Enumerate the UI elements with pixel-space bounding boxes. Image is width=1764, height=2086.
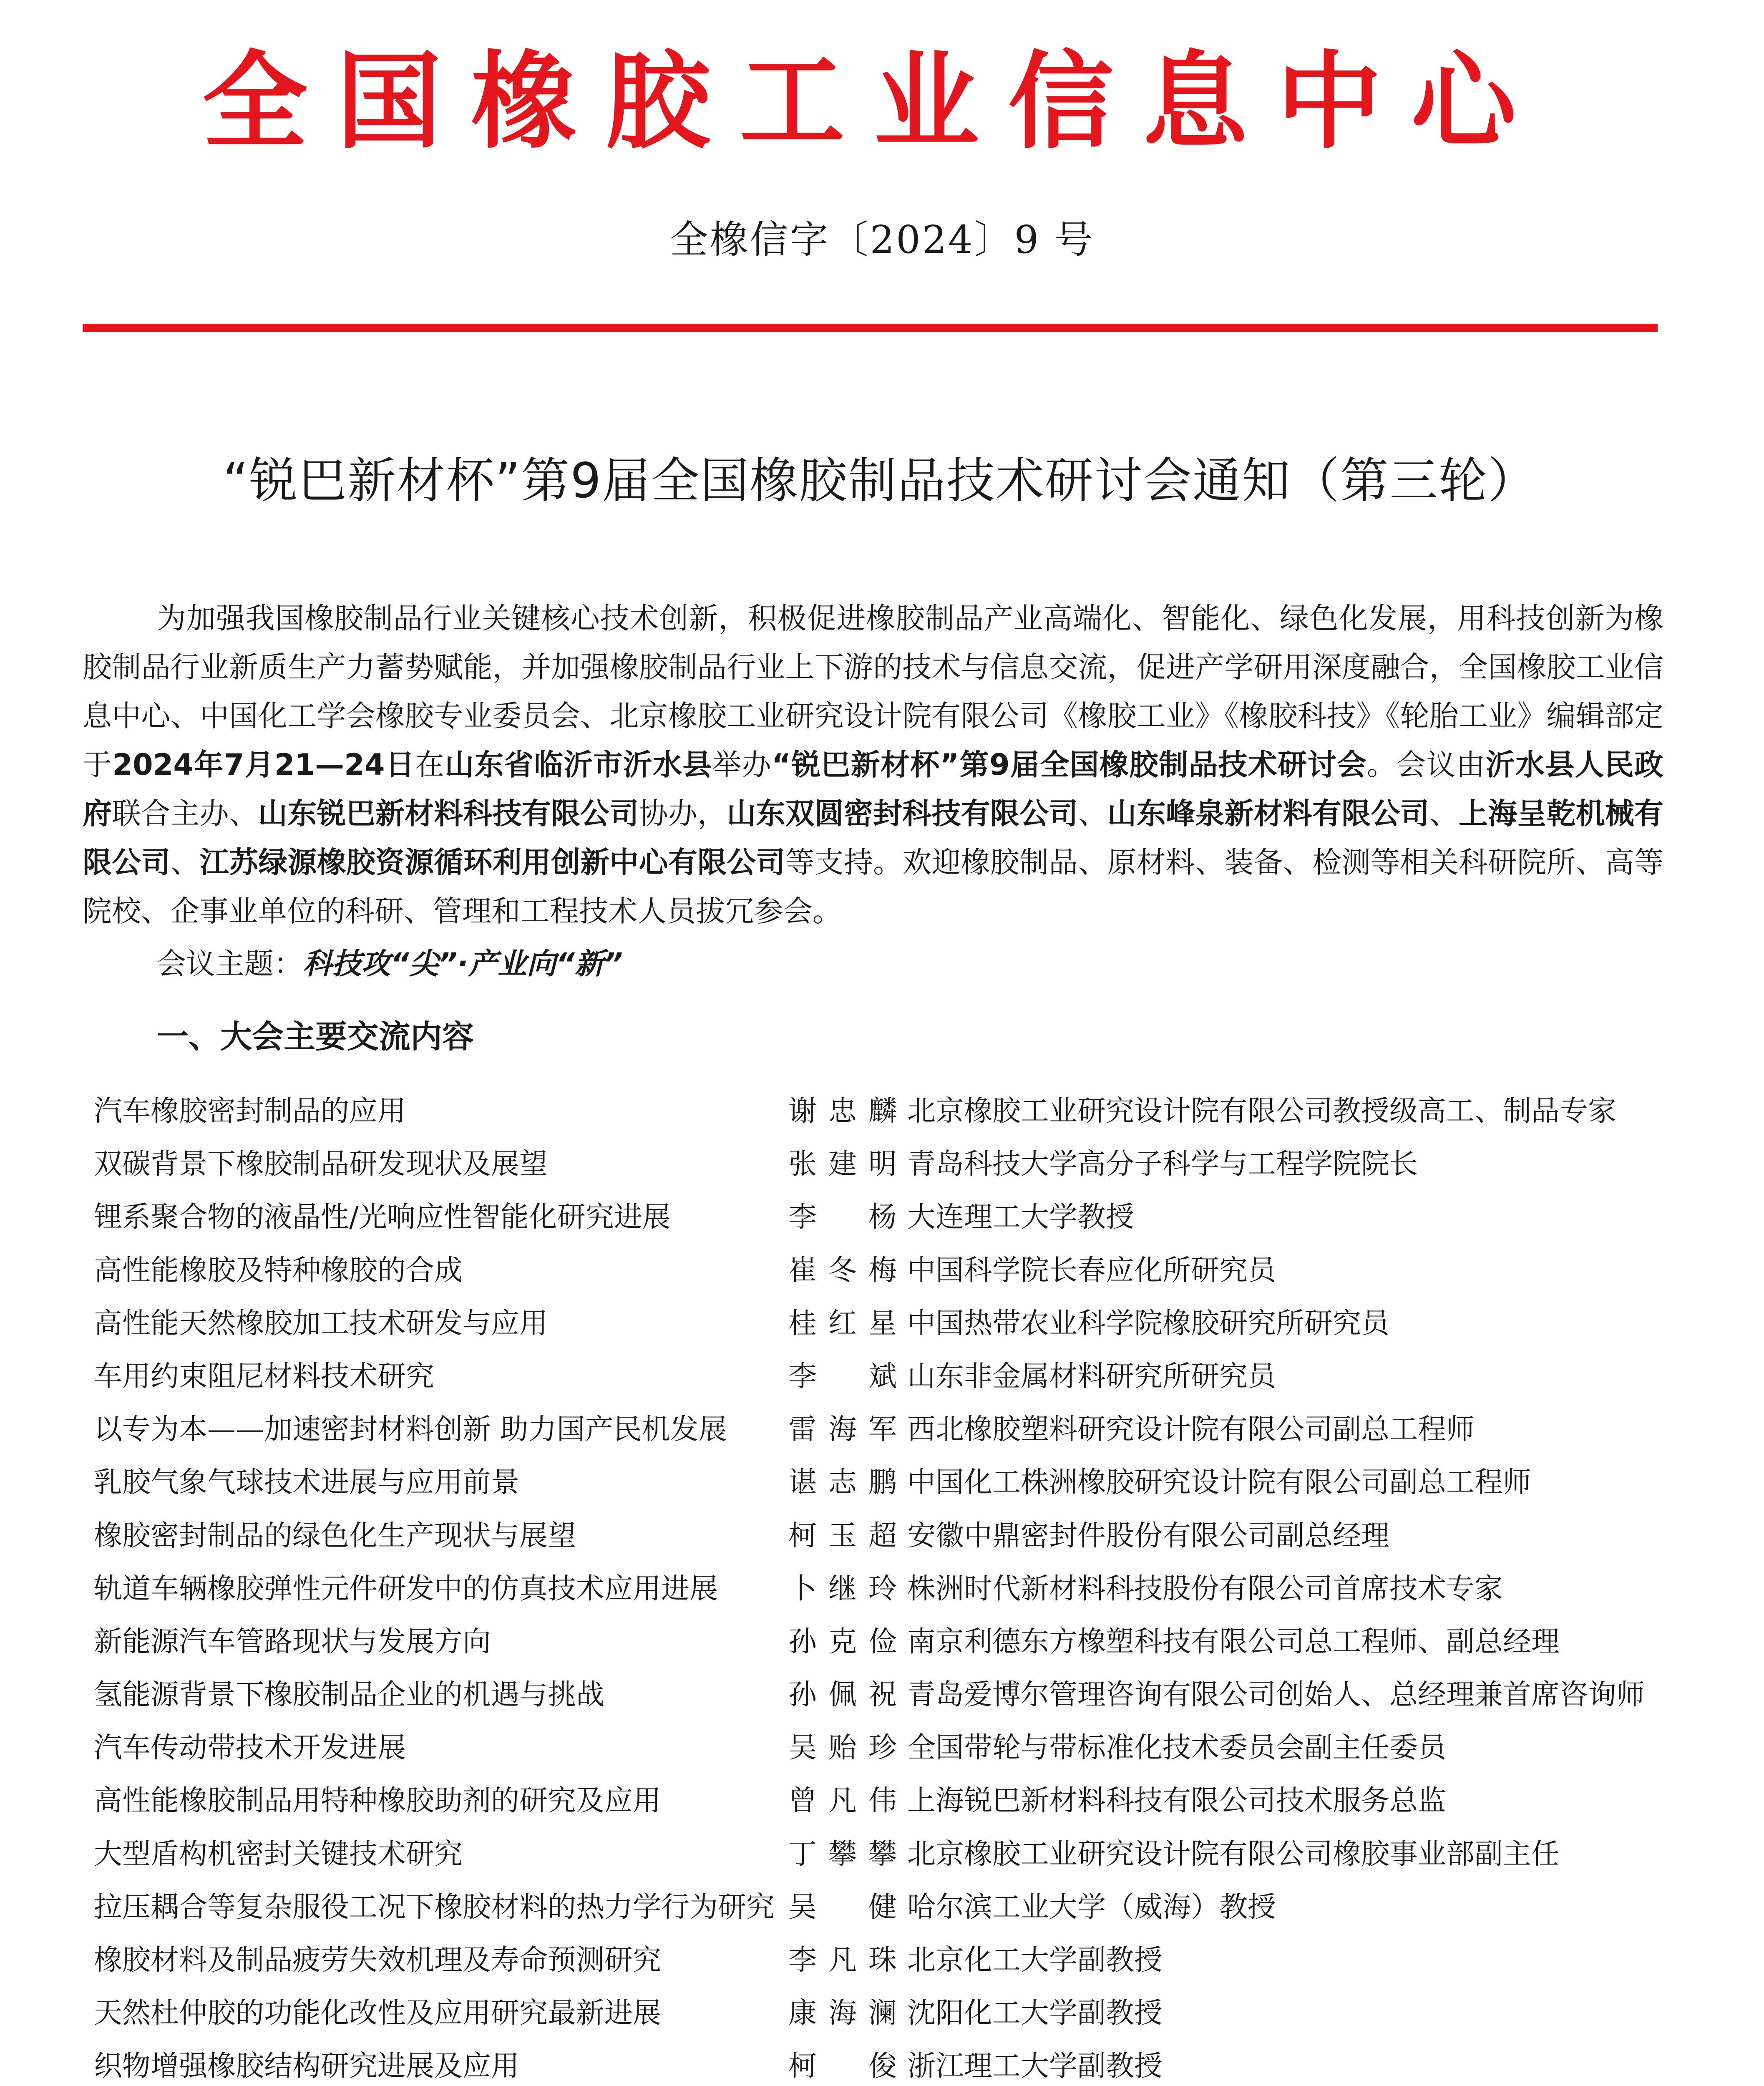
talk-speaker: 崔冬梅 bbox=[788, 1254, 897, 1287]
talk-speaker: 柯玉超 bbox=[788, 1519, 897, 1552]
talk-topic: 以专为本——加速密封材料创新 助力国产民机发展 bbox=[94, 1413, 727, 1446]
talk-topic: 双碳背景下橡胶制品研发现状及展望 bbox=[94, 1148, 548, 1181]
talk-affiliation: 北京橡胶工业研究设计院有限公司教授级高工、制品专家 bbox=[907, 1095, 1617, 1128]
table-row bbox=[94, 1987, 1679, 2040]
talk-affiliation: 北京橡胶工业研究设计院有限公司橡胶事业部副主任 bbox=[907, 1837, 1560, 1871]
talk-topic: 拉压耦合等复杂服役工况下橡胶材料的热力学行为研究 bbox=[94, 1890, 775, 1924]
talk-speaker: 吴 健 bbox=[788, 1890, 897, 1924]
table-row bbox=[94, 1350, 1679, 1403]
talk-affiliation: 安徽中鼎密封件股份有限公司副总经理 bbox=[907, 1519, 1390, 1552]
talk-topic: 氢能源背景下橡胶制品企业的机遇与挑战 bbox=[94, 1678, 605, 1712]
talk-topic: 汽车橡胶密封制品的应用 bbox=[94, 1095, 406, 1128]
table-row bbox=[94, 1934, 1679, 1987]
notice-title: “锐巴新材杯”第9届全国橡胶制品技术研讨会通知（第三轮） bbox=[223, 453, 1537, 509]
talk-affiliation: 北京化工大学副教授 bbox=[907, 1944, 1163, 1977]
talk-affiliation: 南京利德东方橡塑科技有限公司总工程师、副总经理 bbox=[907, 1625, 1560, 1658]
talk-affiliation: 中国热带农业科学院橡胶研究所研究员 bbox=[907, 1307, 1390, 1340]
org-masthead: 全国橡胶工业信息中心 bbox=[202, 41, 1545, 163]
table-row bbox=[94, 1244, 1679, 1297]
talk-affiliation: 中国化工株洲橡胶研究设计院有限公司副总工程师 bbox=[907, 1466, 1532, 1499]
talk-topic: 橡胶材料及制品疲劳失效机理及寿命预测研究 bbox=[94, 1944, 662, 1977]
talk-speaker: 谢忠麟 bbox=[788, 1095, 897, 1128]
talk-topic: 织物增强橡胶结构研究进展及应用 bbox=[94, 2050, 520, 2083]
talk-affiliation: 大连理工大学教授 bbox=[907, 1201, 1135, 1234]
table-row bbox=[94, 1721, 1679, 1774]
talk-speaker: 李 杨 bbox=[788, 1201, 897, 1234]
talk-affiliation: 山东非金属材料研究所研究员 bbox=[907, 1360, 1276, 1393]
theme-value: 科技攻“尖”·产业向“新” bbox=[303, 947, 623, 981]
talk-speaker: 谌志鹏 bbox=[788, 1466, 897, 1499]
talk-topic: 车用约束阻尼材料技术研究 bbox=[94, 1360, 435, 1393]
talk-speaker: 李凡珠 bbox=[788, 1944, 897, 1977]
talk-speaker: 曾凡伟 bbox=[788, 1784, 897, 1818]
talk-speaker: 雷海军 bbox=[788, 1413, 897, 1446]
table-row bbox=[94, 1138, 1679, 1191]
talk-speaker: 李 斌 bbox=[788, 1360, 897, 1393]
table-row bbox=[94, 2040, 1679, 2086]
talk-topic: 汽车传动带技术开发进展 bbox=[94, 1731, 406, 1765]
table-row bbox=[94, 1085, 1679, 1138]
header-divider bbox=[83, 324, 1658, 332]
talk-affiliation: 浙江理工大学副教授 bbox=[907, 2050, 1163, 2083]
talk-topic: 高性能橡胶制品用特种橡胶助剂的研究及应用 bbox=[94, 1784, 662, 1818]
intro-paragraph: 为加强我国橡胶制品行业关键核心技术创新，积极促进橡胶制品产业高端化、智能化、绿色化发展，用科技创新为橡胶制品行业新质生产力蓄势赋能，并加强橡胶制品行业上下游的技术与信息交流，促进产学研用深度融合，全国橡胶工业信息中心、中国化工学会橡胶专业委员会、北京橡胶工业研究设计院有限公司《橡胶工业》《橡胶科技》《轮胎工业》编辑部定于2024年7月21—24日在山东省临沂市沂水县举办“锐巴新材杯”第9届全国橡胶制品技术研讨会。会议由沂水县人民政府联合主办、山东锐巴新材料科技有限公司协办，山东双圆密封科技有限公司、山东峰泉新材料有限公司、上海呈乾机械有限公司、江苏绿源橡胶资源循环利用创新中心有限公司等支持。欢迎橡胶制品、原材料、装备、检测等相关科研院所、高等院校、企事业单位的科研、管理和工程技术人员拔冗参会。 bbox=[83, 601, 1664, 928]
table-row bbox=[94, 1297, 1679, 1350]
talk-speaker: 桂红星 bbox=[788, 1307, 897, 1340]
section1-heading: 一、大会主要交流内容 bbox=[157, 1018, 474, 1055]
talk-topic: 高性能天然橡胶加工技术研发与应用 bbox=[94, 1307, 548, 1340]
talk-topic: 新能源汽车管路现状与发展方向 bbox=[94, 1625, 491, 1658]
table-row bbox=[94, 1191, 1679, 1244]
talk-affiliation: 株洲时代新材料科技股份有限公司首席技术专家 bbox=[907, 1572, 1503, 1605]
table-row bbox=[94, 1456, 1679, 1509]
talk-affiliation: 哈尔滨工业大学（威海）教授 bbox=[907, 1890, 1276, 1924]
table-row bbox=[94, 1881, 1679, 1934]
table-row bbox=[94, 1403, 1679, 1456]
talk-affiliation: 西北橡胶塑料研究设计院有限公司副总工程师 bbox=[907, 1413, 1475, 1446]
talk-topic: 锂系聚合物的液晶性/光响应性智能化研究进展 bbox=[94, 1201, 671, 1234]
talk-affiliation: 中国科学院长春应化所研究员 bbox=[907, 1254, 1276, 1287]
talk-topic: 乳胶气象气球技术进展与应用前景 bbox=[94, 1466, 520, 1499]
document-number: 全橡信字〔2024〕9 号 bbox=[669, 217, 1095, 262]
talk-affiliation: 青岛科技大学高分子科学与工程学院院长 bbox=[907, 1148, 1418, 1181]
talk-topic: 天然杜仲胶的功能化改性及应用研究最新进展 bbox=[94, 1997, 662, 2030]
talk-speaker: 卜继玲 bbox=[788, 1572, 897, 1605]
table-row bbox=[94, 1615, 1679, 1668]
theme-label: 会议主题： bbox=[157, 947, 303, 981]
talk-speaker: 柯 俊 bbox=[788, 2050, 897, 2083]
table-row bbox=[94, 1562, 1679, 1615]
talk-affiliation: 上海锐巴新材料科技有限公司技术服务总监 bbox=[907, 1784, 1447, 1818]
talk-speaker: 孙克俭 bbox=[788, 1625, 897, 1658]
talk-topic: 轨道车辆橡胶弹性元件研发中的仿真技术应用进展 bbox=[94, 1572, 718, 1605]
talk-affiliation: 全国带轮与带标准化技术委员会副主任委员 bbox=[907, 1731, 1447, 1765]
table-row bbox=[94, 1668, 1679, 1721]
talk-affiliation: 沈阳化工大学副教授 bbox=[907, 1997, 1163, 2030]
talk-affiliation: 青岛爱博尔管理咨询有限公司创始人、总经理兼首席咨询师 bbox=[907, 1678, 1645, 1712]
table-row bbox=[94, 1828, 1679, 1881]
talk-speaker: 康海澜 bbox=[788, 1997, 897, 2030]
talk-speaker: 张建明 bbox=[788, 1148, 897, 1181]
talk-speaker: 孙佩祝 bbox=[788, 1678, 897, 1712]
table-row bbox=[94, 1774, 1679, 1827]
talk-speaker: 吴贻珍 bbox=[788, 1731, 897, 1765]
talk-topic: 高性能橡胶及特种橡胶的合成 bbox=[94, 1254, 463, 1287]
talk-list bbox=[94, 1085, 1679, 2086]
meeting-theme bbox=[157, 940, 623, 988]
table-row bbox=[94, 1509, 1679, 1562]
talk-speaker: 丁攀攀 bbox=[788, 1837, 897, 1871]
talk-topic: 大型盾构机密封关键技术研究 bbox=[94, 1837, 463, 1871]
talk-topic: 橡胶密封制品的绿色化生产现状与展望 bbox=[94, 1519, 576, 1552]
